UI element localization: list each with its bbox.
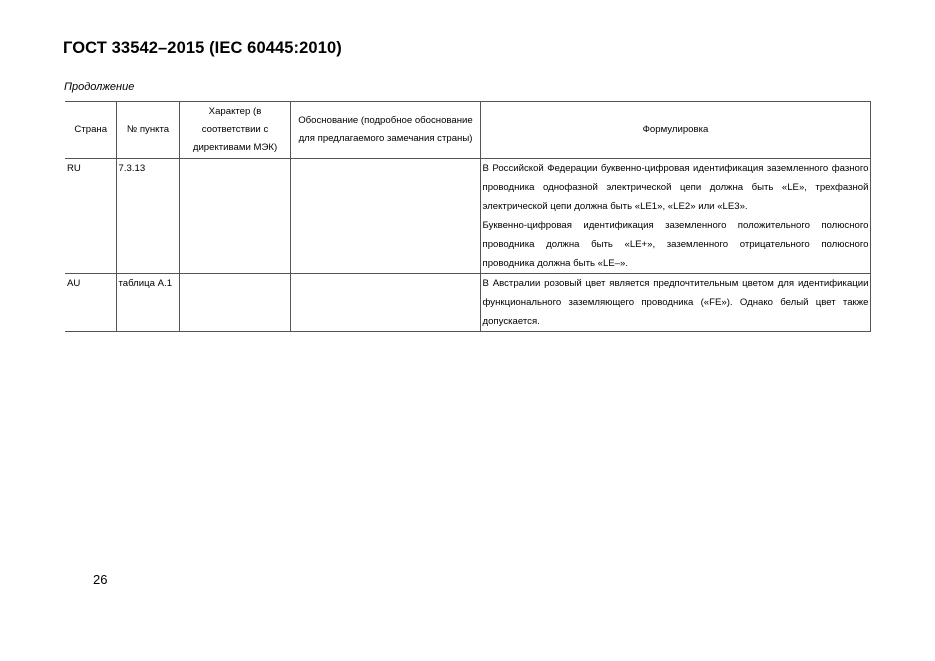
cell-clause: таблица А.1: [116, 274, 179, 332]
cell-clause: 7.3.13: [116, 159, 179, 274]
cell-country: AU: [65, 274, 116, 332]
wording-paragraph: Буквенно-цифровая идентификация заземленного положительного полюсного проводника должна быть «LE+», заземленного отрицательного полюсного проводника должна быть «LE–».: [482, 220, 869, 269]
cell-justification: [290, 159, 480, 274]
continuation-label: Продолжение: [64, 81, 135, 93]
cell-country: RU: [65, 159, 116, 274]
table-row: [65, 274, 870, 332]
column-header-clause: № пункта: [116, 102, 179, 159]
cell-wording: [480, 159, 870, 274]
document-title: ГОСТ 33542–2015 (IEC 60445:2010): [63, 39, 342, 57]
deviations-table: [65, 101, 871, 332]
column-header-justification: Обоснование (подробное обоснование для предлагаемого замечания страны): [290, 102, 480, 159]
column-header-character: Характер (в соответствии с директивами МЭК): [179, 102, 290, 159]
cell-wording: [480, 274, 870, 332]
cell-character: [179, 274, 290, 332]
cell-justification: [290, 274, 480, 332]
column-header-country: Страна: [65, 102, 116, 159]
table-header-row: [65, 102, 870, 159]
table-row: [65, 159, 870, 274]
wording-paragraph: В Российской Федерации буквенно-цифровая идентификация заземленного фазного проводника однофазной электрической цепи должна быть «LE», трехфазной электрической цепи должна быть «LE1», «LE2» или «LE3».: [482, 163, 869, 212]
page-number: 26: [93, 572, 108, 587]
cell-character: [179, 159, 290, 274]
wording-paragraph: В Австралии розовый цвет является предпочтительным цветом для идентификации функционального заземляющего проводника («FE»). Однако белый цвет также допускается.: [482, 278, 869, 327]
column-header-wording: Формулировка: [480, 102, 870, 159]
